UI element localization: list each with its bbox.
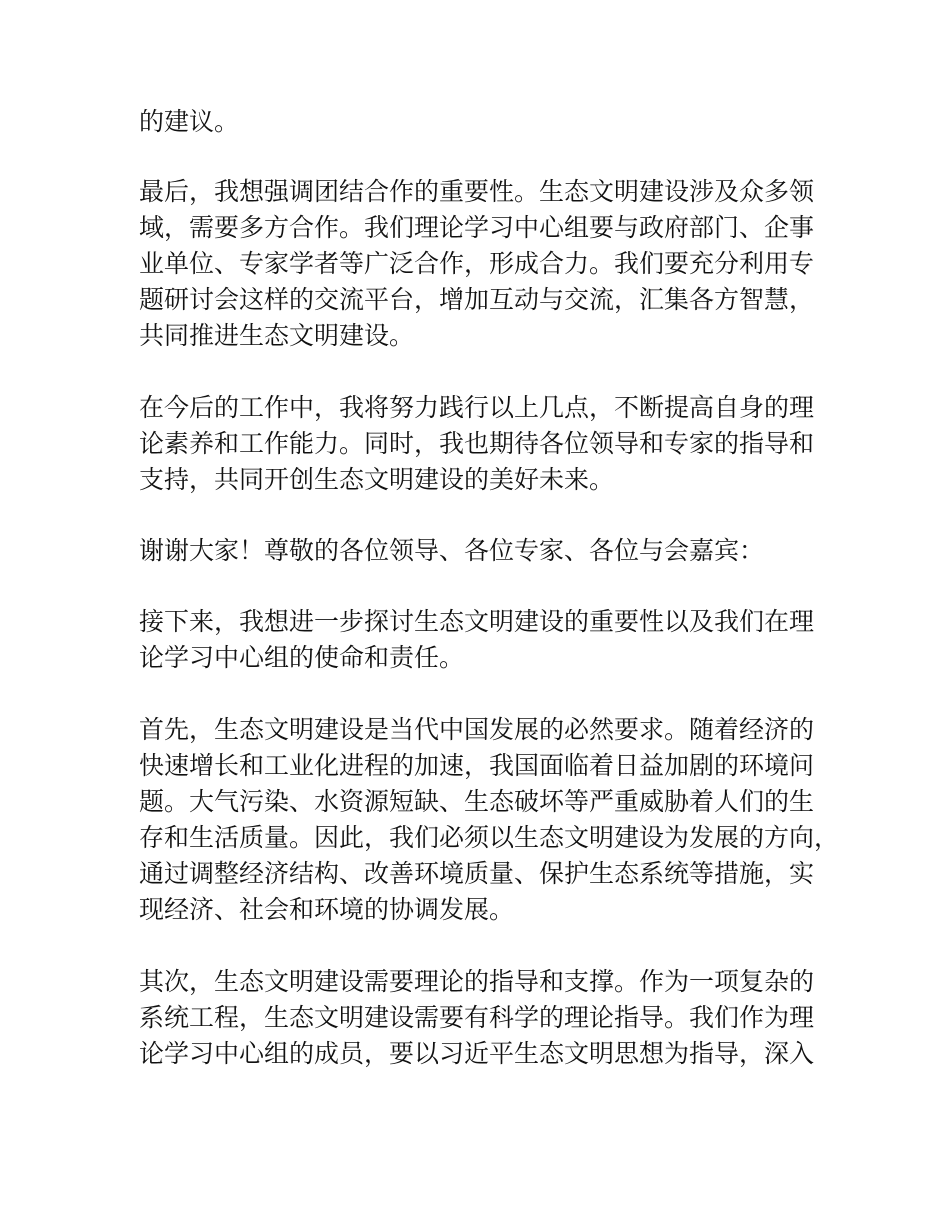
paragraph-2-line-1: 最后，我想强调团结合作的重要性。生态文明建设涉及众多领 <box>139 177 815 206</box>
paragraph-7-line-3: 论学习中心组的成员，要以习近平生态文明思想为指导，深入 <box>139 1039 815 1068</box>
paragraph-3-line-1: 在今后的工作中，我将努力践行以上几点，不断提高自身的理 <box>139 393 815 422</box>
paragraph-6-line-3: 题。大气污染、水资源短缺、生态破坏等严重威胁着人们的生 <box>139 787 815 816</box>
paragraph-6-line-6: 现经济、社会和环境的协调发展。 <box>139 895 515 924</box>
paragraph-3-line-2: 论素养和工作能力。同时，我也期待各位领导和专家的指导和 <box>139 429 815 458</box>
paragraph-7-line-1: 其次，生态文明建设需要理论的指导和支撑。作为一项复杂的 <box>139 967 815 996</box>
paragraph-5-line-1: 接下来，我想进一步探讨生态文明建设的重要性以及我们在理 <box>139 607 815 636</box>
paragraph-2-line-2: 域，需要多方合作。我们理论学习中心组要与政府部门、企事 <box>139 213 815 242</box>
paragraph-1-line-1: 的建议。 <box>139 107 240 136</box>
paragraph-5-line-2: 论学习中心组的使命和责任。 <box>139 643 465 672</box>
paragraph-2-line-3: 业单位、专家学者等广泛合作，形成合力。我们要充分利用专 <box>139 249 815 278</box>
paragraph-2-line-4: 题研讨会这样的交流平台，增加互动与交流，汇集各方智慧， <box>139 285 815 314</box>
paragraph-2-line-5: 共同推进生态文明建设。 <box>139 321 415 350</box>
paragraph-6-line-2: 快速增长和工业化进程的加速，我国面临着日益加剧的环境问 <box>139 751 815 780</box>
paragraph-6-line-1: 首先，生态文明建设是当代中国发展的必然要求。随着经济的 <box>139 715 815 744</box>
paragraph-3-line-3: 支持，共同开创生态文明建设的美好未来。 <box>139 465 615 494</box>
paragraph-4-line-1: 谢谢大家！尊敬的各位领导、各位专家、各位与会嘉宾： <box>139 536 765 565</box>
paragraph-6-line-5: 通过调整经济结构、改善环境质量、保护生态系统等措施，实 <box>139 859 815 888</box>
paragraph-6-line-4: 存和生活质量。因此，我们必须以生态文明建设为发展的方向， <box>139 823 840 852</box>
paragraph-7-line-2: 系统工程，生态文明建设需要有科学的理论指导。我们作为理 <box>139 1003 815 1032</box>
